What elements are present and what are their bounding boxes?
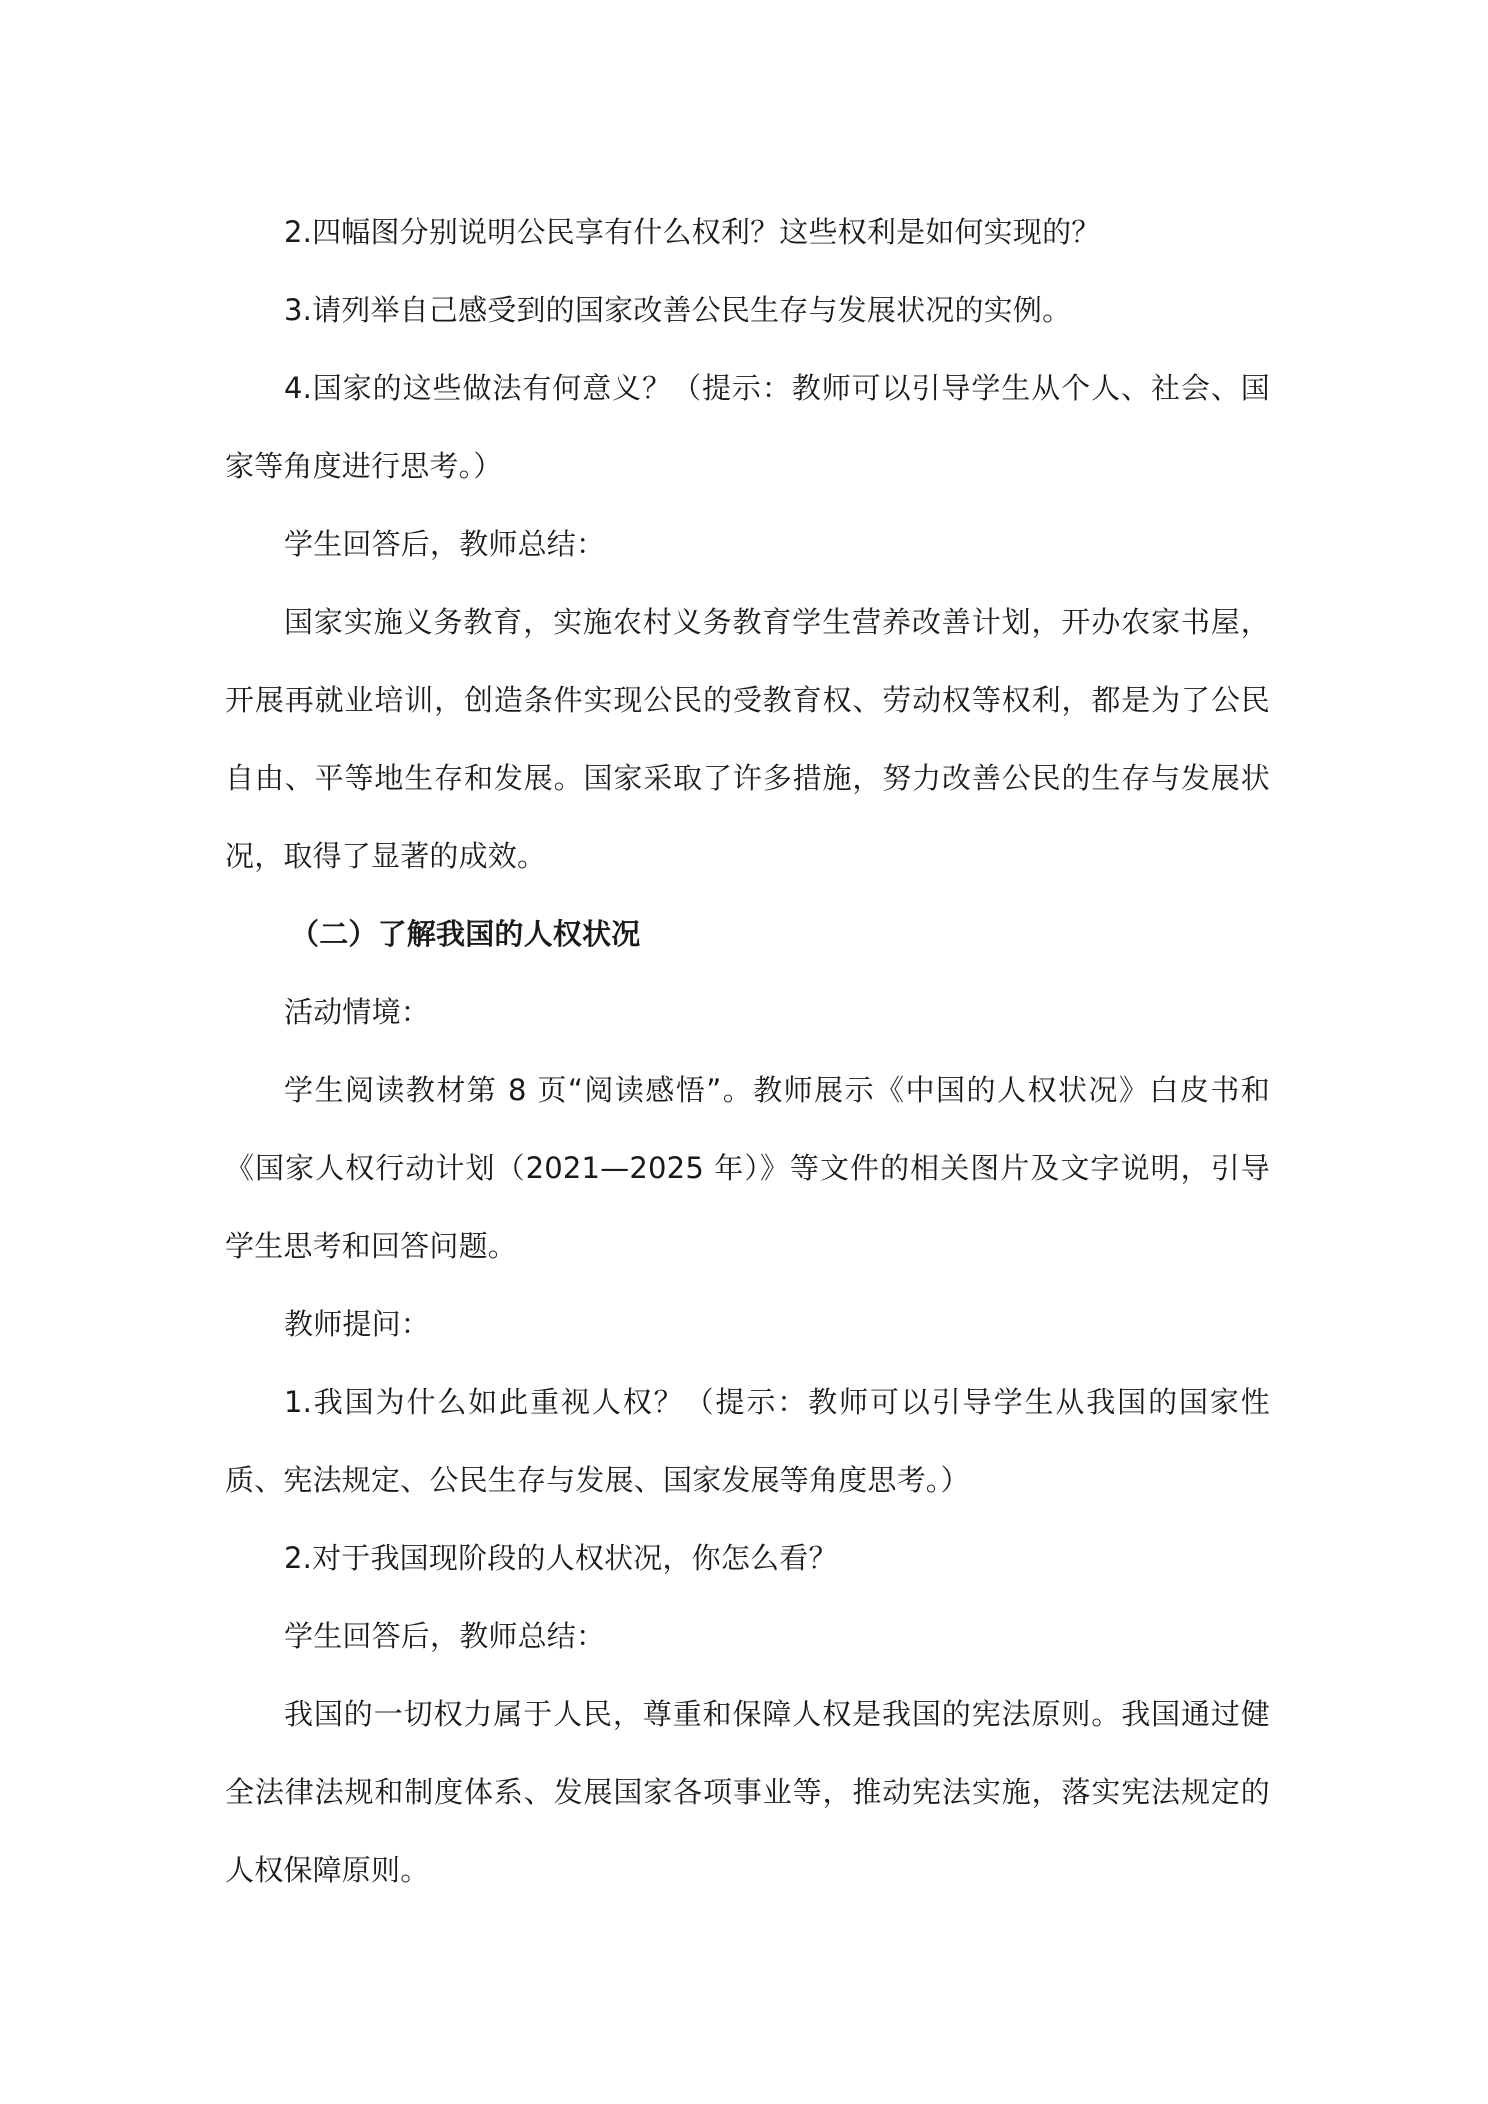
question-4: 4.国家的这些做法有何意义？（提示：教师可以引导学生从个人、社会、国家等角度进行思考。） <box>225 371 1270 483</box>
summary-paragraph: 国家实施义务教育，实施农村义务教育学生营养改善计划，开办农家书屋，开展再就业培训，创造条件实现公民的受教育权、劳动权等权利，都是为了公民自由、平等地生存和发展。国家采取了许多措施，努力改善公民的生存与发展状况，取得了显著的成效。 <box>225 605 1270 873</box>
question-2: 2.四幅图分别说明公民享有什么权利？这些权利是如何实现的？ <box>284 215 1101 249</box>
teacher-question-2: 2.对于我国现阶段的人权状况，你怎么看？ <box>284 1541 838 1575</box>
teacher-question-1: 1.我国为什么如此重视人权？（提示：教师可以引导学生从我国的国家性质、宪法规定、公民生存与发展、国家发展等角度思考。） <box>225 1385 1270 1497</box>
summary-intro: 学生回答后，教师总结： <box>284 527 606 561</box>
activity-paragraph: 学生阅读教材第 8 页“阅读感悟”。教师展示《中国的人权状况》白皮书和《国家人权行动计划（2021—2025 年）》等文件的相关图片及文字说明，引导学生思考和回答问题。 <box>225 1073 1270 1263</box>
section-heading: （二）了解我国的人权状况 <box>290 917 641 951</box>
activity-label: 活动情境： <box>284 995 431 1029</box>
document-body <box>225 193 1270 1909</box>
conclusion-paragraph: 我国的一切权力属于人民，尊重和保障人权是我国的宪法原则。我国通过健全法律法规和制度体系、发展国家各项事业等，推动宪法实施，落实宪法规定的人权保障原则。 <box>225 1697 1270 1887</box>
question-3: 3.请列举自己感受到的国家改善公民生存与发展状况的实例。 <box>284 293 1072 327</box>
teacher-questions-label: 教师提问： <box>284 1307 431 1341</box>
summary-intro-2: 学生回答后，教师总结： <box>284 1619 606 1653</box>
